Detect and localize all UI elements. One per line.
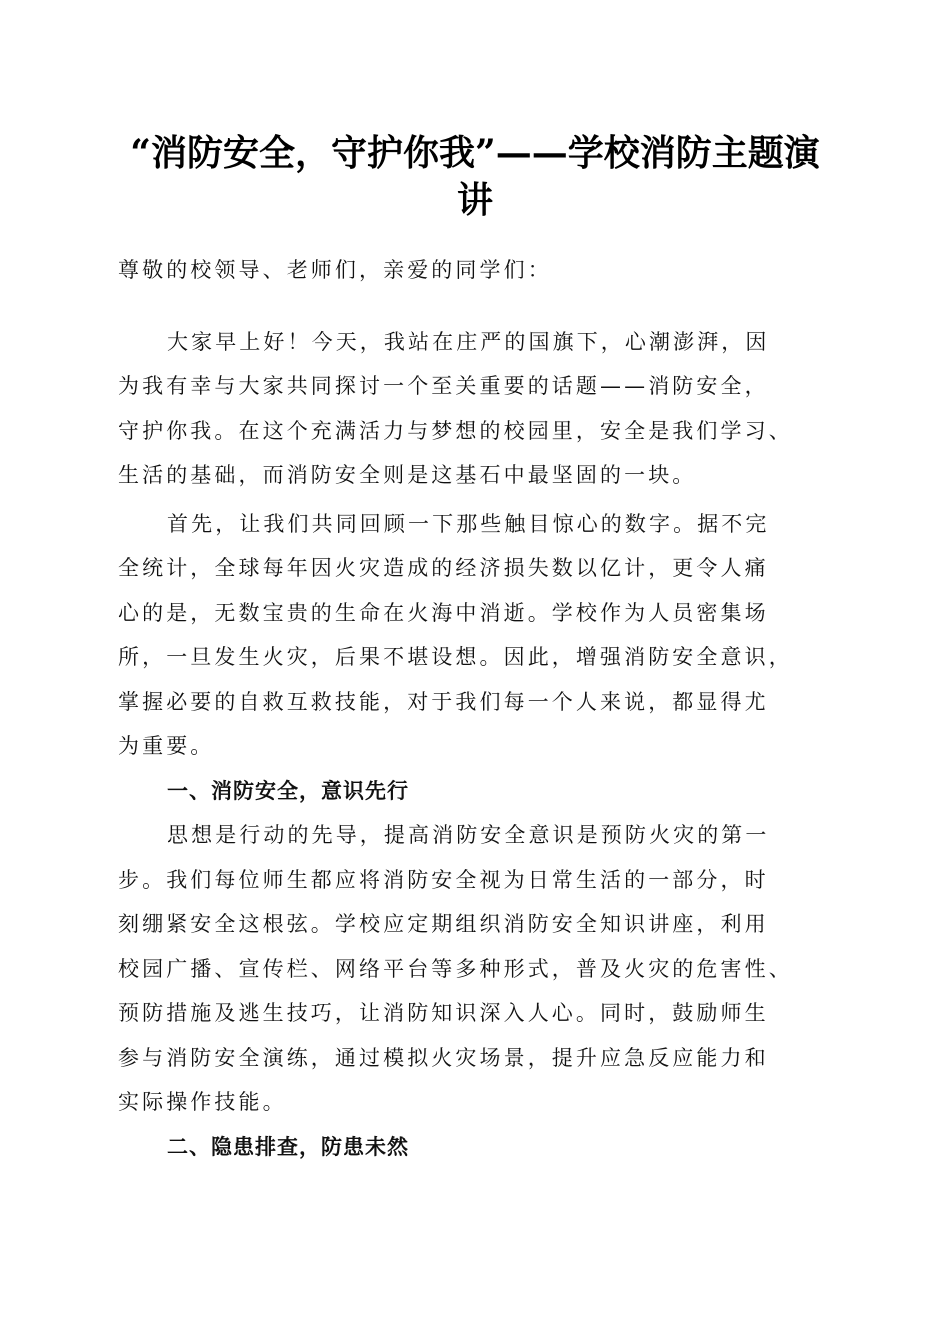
paragraph-awareness xyxy=(118,813,828,1125)
text-line: 心的是，无数宝贵的生命在火海中消逝。学校作为人员密集场 xyxy=(118,600,769,625)
text-line: 参与消防安全演练，通过模拟火灾场景，提升应急反应能力和 xyxy=(118,1045,769,1070)
document-title xyxy=(0,130,950,224)
text-line: 首先，让我们共同回顾一下那些触目惊心的数字。据不完 xyxy=(167,511,770,536)
text-line: 实际操作技能。 xyxy=(118,1090,287,1114)
text-line: 思想是行动的先导，提高消防安全意识是预防火灾的第一 xyxy=(167,823,770,847)
text-line: 为重要。 xyxy=(118,734,215,758)
salutation: 尊敬的校领导、老师们，亲爱的同学们： xyxy=(118,258,552,282)
text-line: 刻绷紧安全这根弦。学校应定期组织消防安全知识讲座，利用 xyxy=(118,912,769,936)
text-line: 预防措施及逃生技巧，让消防知识深入人心。同时，鼓励师生 xyxy=(118,1001,769,1025)
text-line: 生活的基础，而消防安全则是这基石中最坚固的一块。 xyxy=(118,463,697,487)
title-line: “消防安全，守护你我”——学校消防主题演 xyxy=(130,132,820,174)
document-body xyxy=(118,248,828,1169)
text-line: 大家早上好！今天，我站在庄严的国旗下，心潮澎湃，因 xyxy=(167,329,770,354)
section-heading-2: 二、隐患排查，防患未然 xyxy=(167,1134,409,1159)
text-line: 所，一旦发生火灾，后果不堪设想。因此，增强消防安全意识， xyxy=(118,645,793,669)
text-line: 校园广播、宣传栏、网络平台等多种形式，普及火灾的危害性、 xyxy=(118,956,793,981)
section-heading-1: 一、消防安全，意识先行 xyxy=(167,778,409,803)
text-line: 掌握必要的自救互救技能，对于我们每一个人来说，都显得尤 xyxy=(118,689,769,714)
paragraph-greeting xyxy=(118,320,828,498)
text-line: 为我有幸与大家共同探讨一个至关重要的话题——消防安全， xyxy=(118,374,769,398)
text-line: 步。我们每位师生都应将消防安全视为日常生活的一部分，时 xyxy=(118,867,769,892)
text-line: 全统计，全球每年因火灾造成的经济损失数以亿计，更令人痛 xyxy=(118,556,769,580)
text-line: 守护你我。在这个充满活力与梦想的校园里，安全是我们学习、 xyxy=(118,418,793,443)
paragraph-statistics xyxy=(118,502,828,769)
title-line: 讲 xyxy=(456,179,493,221)
